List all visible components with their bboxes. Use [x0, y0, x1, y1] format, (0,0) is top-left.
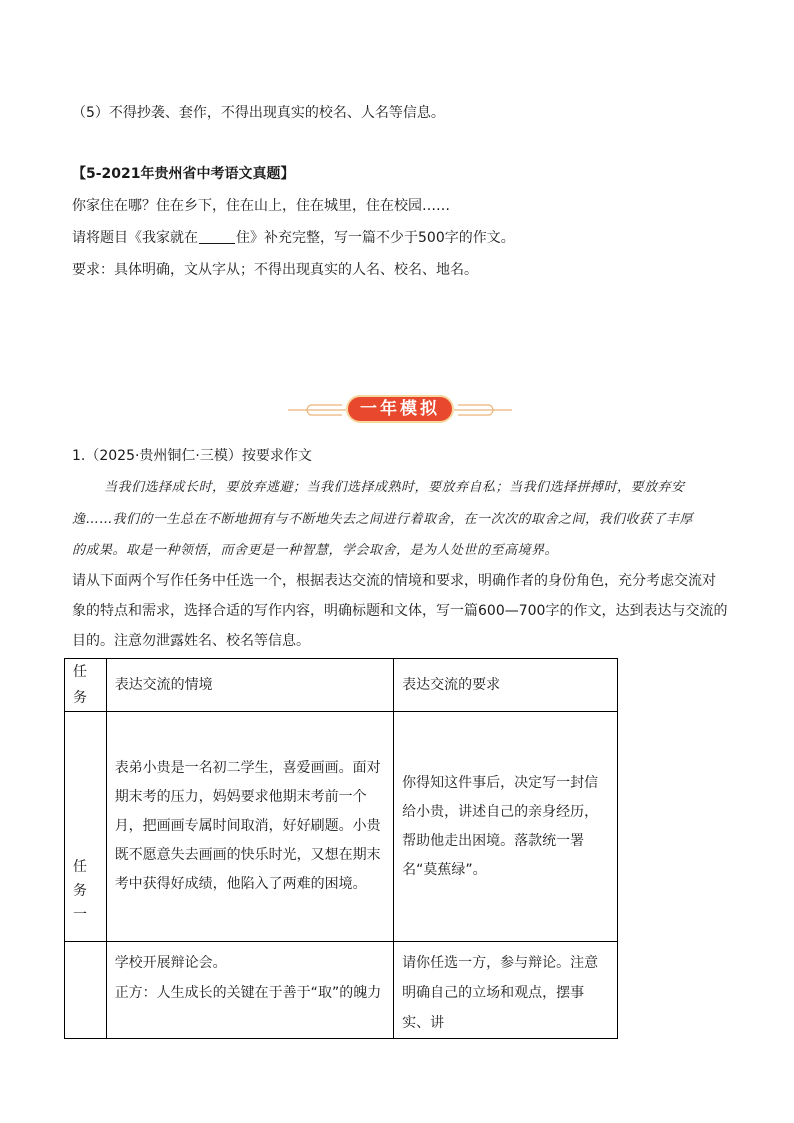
situation-cell [106, 942, 393, 1039]
instruction-line-3: 目的。注意勿泄露姓名、校名等信息。 [72, 633, 310, 649]
table-row [65, 712, 618, 942]
quote-line-2: 逸……我们的一生总在不断地拥有与不断地失去之间进行着取舍，在一次次的取舍之间，我们收获了丰厚 [72, 512, 694, 527]
requirement-cell: 你得知这件事后，决定写一封信给小贵，讲述自己的亲身经历，帮助他走出困境。落款统一署名“莫蕉绿”。 [394, 712, 618, 942]
task-table [64, 658, 618, 1039]
header-situation: 表达交流的情境 [106, 659, 393, 712]
fill-blank [199, 229, 235, 244]
situation-line: 正方：人生成长的关键在于善于“取”的魄力 [114, 985, 382, 1001]
exam-prompt-before: 请将题目《我家就在 [72, 230, 198, 246]
table-row [65, 942, 618, 1039]
situation-cell: 表弟小贵是一名初二学生，喜爱画画。面对期末考的压力，妈妈要求他期末考前一个月，把画画专属时间取消，好好刷题。小贵既不愿意失去画画的快乐时光，又想在期末考中获得好成绩，他陷入了两难的困境。 [106, 712, 393, 942]
task-cell [65, 942, 107, 1039]
exam-intro: 你家住在哪？住在乡下，住在山上，住在城里，住在校园…… [72, 198, 450, 214]
requirement-cell: 请你任选一方，参与辩论。注意明确自己的立场和观点，摆事实、讲 [394, 942, 618, 1039]
quote-line-3: 的成果。取是一种领悟，而舍更是一种智慧，学会取舍，是为人处世的至高境界。 [72, 543, 559, 558]
situation-line: 学校开展辩论会。 [114, 955, 227, 971]
exam-prompt-after: 住》补充完整，写一篇不少于500字的作文。 [236, 230, 515, 246]
quote-line-1: 当我们选择成长时，要放弃逃避；当我们选择成熟时，要放弃自私；当我们选择拼搏时，要放弃安 [104, 480, 685, 495]
exam-heading: 【5-2021年贵州省中考语文真题】 [72, 166, 295, 182]
header-task: 任务 [65, 659, 107, 712]
exam-requirement: 要求：具体明确，文从字从；不得出现真实的人名、校名、地名。 [72, 262, 478, 278]
question-title: 1.（2025·贵州铜仁·三模）按要求作文 [72, 448, 312, 464]
section-banner [280, 393, 520, 427]
exam-prompt [72, 228, 515, 248]
instruction-line-2: 象的特点和需求，选择合适的写作内容，明确标题和文体，写一篇600—700字的作文，达到表达与交流的 [72, 603, 728, 619]
banner-title: 一年模拟 [346, 395, 454, 423]
task-cell: 任务一 [65, 712, 107, 942]
header-requirement: 表达交流的要求 [394, 659, 618, 712]
top-note: （5）不得抄袭、套作，不得出现真实的校名、人名等信息。 [72, 105, 445, 121]
table-header-row [65, 659, 618, 712]
instruction-line-1: 请从下面两个写作任务中任选一个，根据表达交流的情境和要求，明确作者的身份角色，充分考虑交流对 [72, 573, 716, 589]
